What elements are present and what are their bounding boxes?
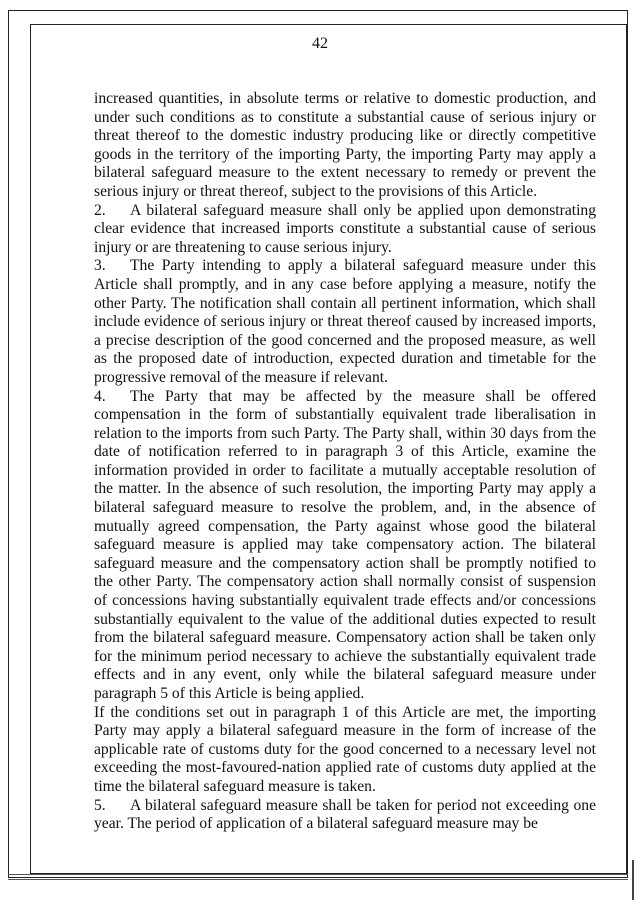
paragraph-text: increased quantities, in absolute terms or relative to domestic production, and under such conditions as to constitute a substantial cause of serious injury or threat thereof to the domestic industry producing like or directly competitive goods in the territory of the importing Party, the importing Party may apply a bilateral safeguard measure to the extent necessary to remedy or prevent the serious injury or threat thereof, subject to the provisions of this Article. — [94, 90, 596, 200]
paragraph-continuation — [94, 90, 596, 202]
paragraph-text: A bilateral safeguard measure shall only be applied upon demonstrating clear evidence that increased imports constitute a substantial cause of serious injury or are threatening to cause serious injury. — [94, 201, 596, 256]
paragraph-number: 4. — [94, 387, 106, 405]
paragraph-text: If the conditions set out in paragraph 1 of this Article are met, the importing Party may apply a bilateral safeguard measure in the form of increase of the applicable rate of customs duty for the good concerned to a necessary level not exceeding the most-favoured-nation applied rate of customs duty applied at the time the bilateral safeguard measure is taken. — [94, 703, 596, 795]
bottom-border-band — [8, 874, 628, 880]
paragraph-text: The Party that may be affected by the measure shall be offered compensation in the form of substantially equivalent trade liberalisation in relation to the imports from such Party. The Party shall, within 30 days from the date of notification referred to in paragraph 3 of this Article, examine the information provided in order to facilitate a mutually acceptable resolution of the matter. In the absence of such resolution, the importing Party may apply a bilateral safeguard measure to resolve the problem, and, in the absence of mutually agreed compensation, the Party against whose good the bilateral safeguard measure is applied may take compensatory action. The bilateral safeguard measure and the compensatory action shall be promptly notified to the other Party. The compensatory action shall normally consist of suspension of concessions having substantially equivalent trade effects and/or concessions substantially equivalent to the value of the additional duties expected to result from the bilateral safeguard measure. Compensatory action shall be taken only for the minimum period necessary to achieve the substantially equivalent trade effects and in any event, only while the bilateral safeguard measure under paragraph 5 of this Article is being applied. — [94, 387, 596, 702]
paragraph-number: 2. — [94, 201, 106, 219]
paragraph-4-continued — [94, 704, 596, 797]
paragraph-2 — [94, 202, 596, 258]
scan-edge-mark — [632, 860, 634, 900]
paragraph-text: The Party intending to apply a bilateral safeguard measure under this Article shall promptly, and in any case before applying a measure, notify the other Party. The notification shall contain all pertinent information, which shall include evidence of serious injury or threat thereof caused by increased imports, a precise description of the good concerned and the proposed measure, as well as the proposed date of introduction, expected duration and timetable for the progressive removal of the measure if relevant. — [94, 257, 596, 386]
page-number: 42 — [312, 35, 328, 52]
paragraph-5 — [94, 797, 596, 834]
paragraph-4 — [94, 388, 596, 704]
paragraph-text: A bilateral safeguard measure shall be taken for period not exceeding one year. The period of application of a bilateral safeguard measure may be — [94, 796, 596, 833]
paragraph-number: 3. — [94, 257, 106, 275]
paragraph-number: 5. — [94, 796, 106, 814]
paragraph-3 — [94, 257, 596, 387]
article-text — [94, 90, 596, 834]
